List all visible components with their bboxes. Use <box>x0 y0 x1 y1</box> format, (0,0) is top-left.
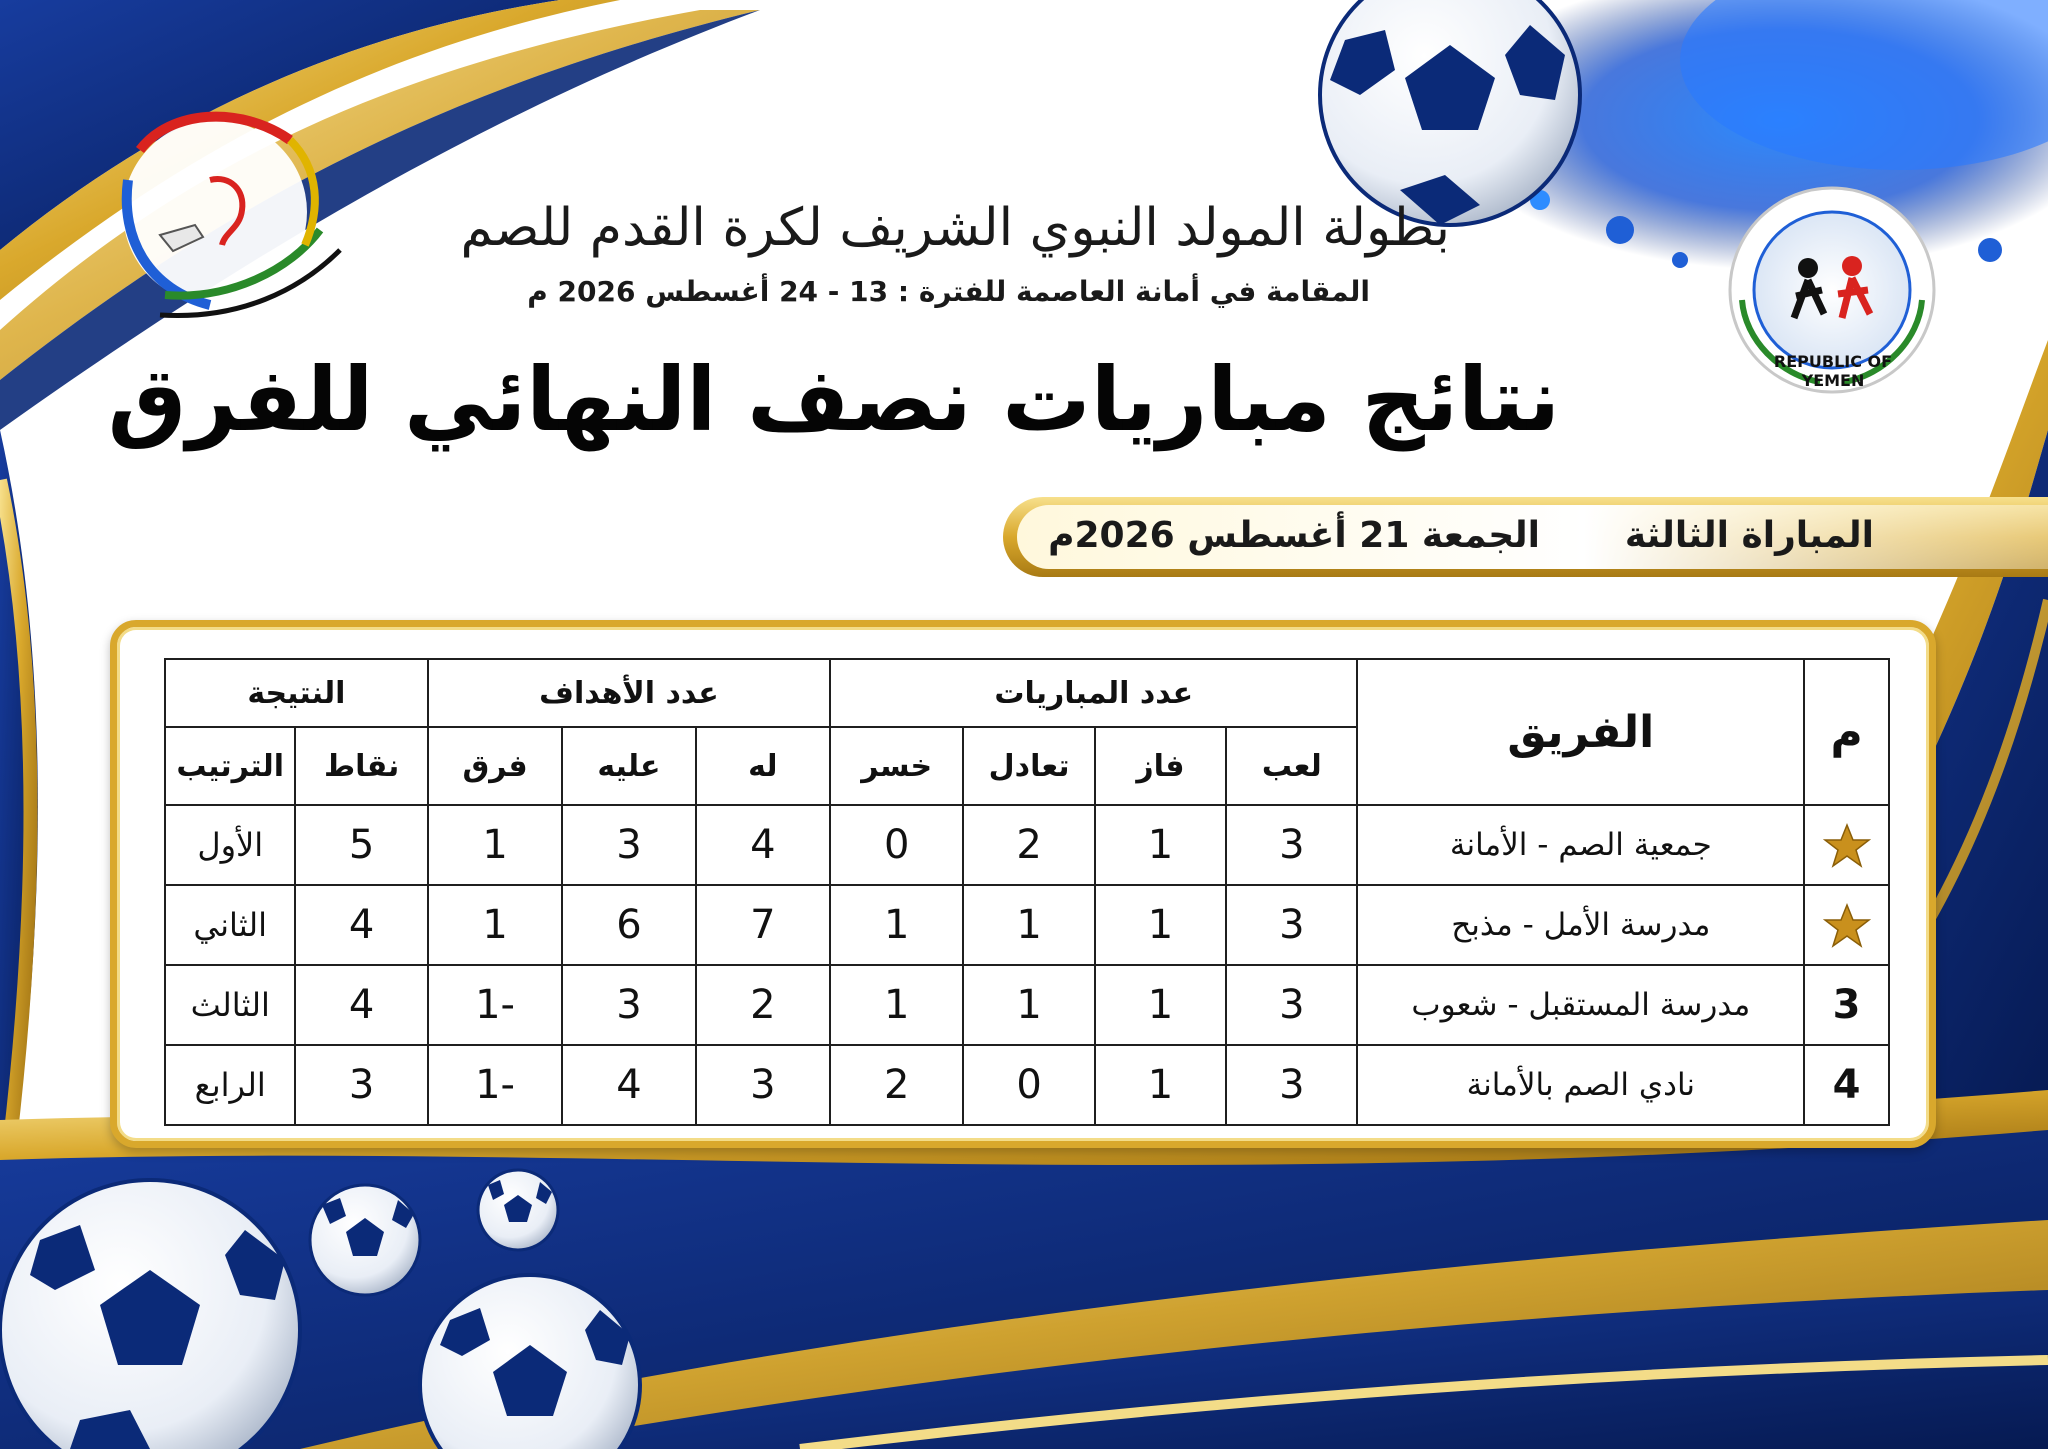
results-table <box>164 658 1890 1126</box>
header-index: م <box>1804 659 1889 805</box>
draw-value: 0 <box>963 1045 1094 1125</box>
team-name: مدرسة المستقبل - شعوب <box>1357 965 1804 1045</box>
rank-value: الرابع <box>165 1045 295 1125</box>
played-value: 3 <box>1226 805 1357 885</box>
football-icon <box>310 1185 420 1295</box>
rank-value: الأول <box>165 805 295 885</box>
lost-value: 1 <box>830 965 963 1045</box>
goals-against-value: 6 <box>562 885 695 965</box>
header-goals-for: له <box>696 727 830 805</box>
goal-diff-value: -1 <box>428 965 562 1045</box>
goals-for-value: 2 <box>696 965 830 1045</box>
points-value: 5 <box>295 805 427 885</box>
points-value: 3 <box>295 1045 427 1125</box>
points-value: 4 <box>295 885 427 965</box>
match-date: الجمعة 21 أغسطس 2026م <box>1048 515 1540 556</box>
header-draw: تعادل <box>963 727 1094 805</box>
row-index-cell <box>1804 805 1889 885</box>
goal-diff-value: -1 <box>428 1045 562 1125</box>
football-icon <box>478 1170 558 1250</box>
draw-value: 1 <box>963 885 1094 965</box>
draw-value: 1 <box>963 965 1094 1045</box>
championship-title: بطولة المولد النبوي الشريف لكرة القدم للصم <box>460 198 1450 258</box>
played-value: 3 <box>1226 965 1357 1045</box>
star-icon <box>1823 902 1871 950</box>
table-row <box>165 1045 1889 1125</box>
lost-value: 1 <box>830 885 963 965</box>
goals-for-value: 4 <box>696 805 830 885</box>
lost-value: 2 <box>830 1045 963 1125</box>
goals-for-value: 3 <box>696 1045 830 1125</box>
header-goals-against: عليه <box>562 727 695 805</box>
table-row <box>165 805 1889 885</box>
row-index: 3 <box>1804 965 1889 1045</box>
header-team: الفريق <box>1357 659 1804 805</box>
team-name: نادي الصم بالأمانة <box>1357 1045 1804 1125</box>
goal-diff-value: 1 <box>428 805 562 885</box>
page-title: نتائج مباريات نصف النهائي للفرق <box>107 348 1560 451</box>
header-played: لعب <box>1226 727 1357 805</box>
header-matches: عدد المباريات <box>830 659 1357 727</box>
won-value: 1 <box>1095 965 1226 1045</box>
venue-subtitle: المقامة في أمانة العاصمة للفترة : 13 - 24 أغسطس 2026 م <box>527 275 1370 308</box>
table-row <box>165 885 1889 965</box>
played-value: 3 <box>1226 1045 1357 1125</box>
won-value: 1 <box>1095 885 1226 965</box>
match-label: المباراة الثالثة <box>1624 515 1874 556</box>
goals-for-value: 7 <box>696 885 830 965</box>
header-result: النتيجة <box>165 659 428 727</box>
points-value: 4 <box>295 965 427 1045</box>
header-goal-diff: فرق <box>428 727 562 805</box>
goals-against-value: 3 <box>562 965 695 1045</box>
team-name: جمعية الصم - الأمانة <box>1357 805 1804 885</box>
team-name: مدرسة الأمل - مذبح <box>1357 885 1804 965</box>
goals-against-value: 4 <box>562 1045 695 1125</box>
header-rank: الترتيب <box>165 727 295 805</box>
header-points: نقاط <box>295 727 427 805</box>
draw-value: 2 <box>963 805 1094 885</box>
rank-value: الثاني <box>165 885 295 965</box>
header-goals: عدد الأهداف <box>428 659 830 727</box>
football-icon <box>0 1180 300 1449</box>
row-index-cell <box>1804 885 1889 965</box>
won-value: 1 <box>1095 805 1226 885</box>
rank-value: الثالث <box>165 965 295 1045</box>
played-value: 3 <box>1226 885 1357 965</box>
star-icon <box>1823 822 1871 870</box>
header-lost: خسر <box>830 727 963 805</box>
goal-diff-value: 1 <box>428 885 562 965</box>
lost-value: 0 <box>830 805 963 885</box>
goals-against-value: 3 <box>562 805 695 885</box>
row-index: 4 <box>1804 1045 1889 1125</box>
table-row <box>165 965 1889 1045</box>
seal-caption: REPUBLIC OF YEMEN <box>1773 352 1893 390</box>
header-won: فاز <box>1095 727 1226 805</box>
won-value: 1 <box>1095 1045 1226 1125</box>
